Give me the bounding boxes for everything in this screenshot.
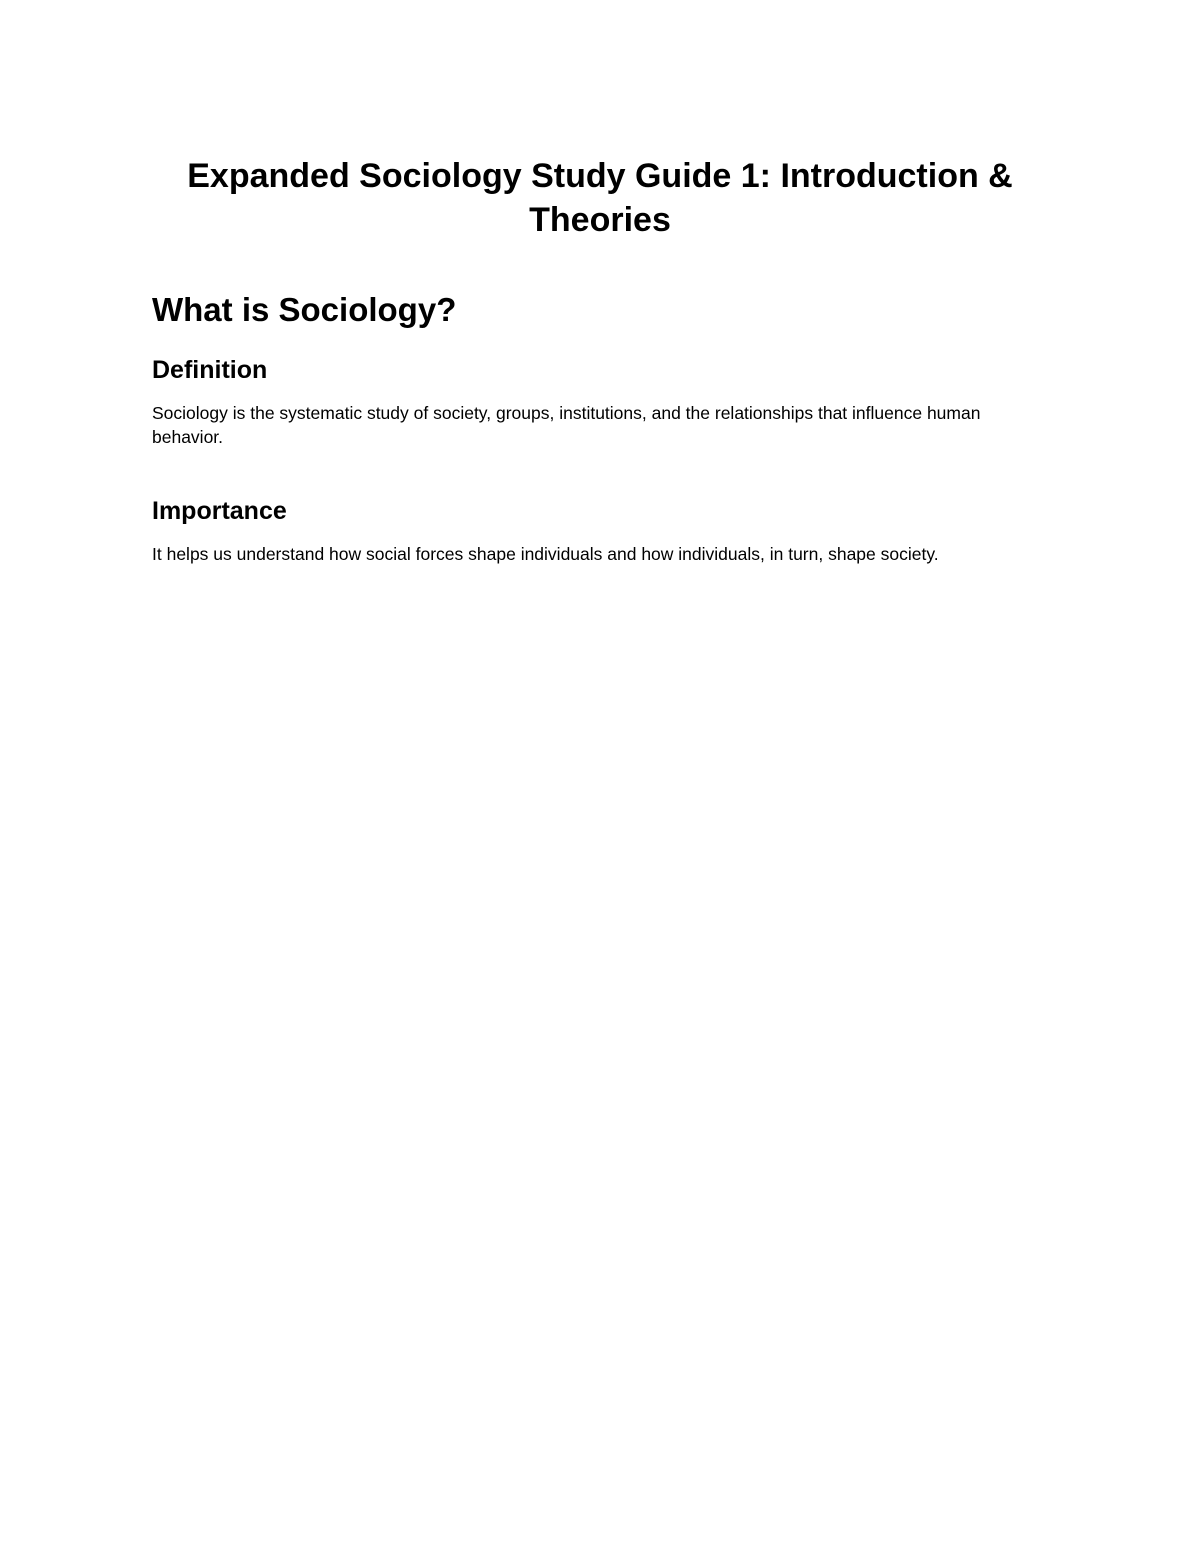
importance-paragraph: It helps us understand how social forces shape individuals and how individuals, in turn, shape society. (152, 544, 939, 564)
subsection-heading-definition: Definition (152, 356, 268, 384)
subsection-heading-importance: Importance (152, 497, 287, 525)
document-title: Expanded Sociology Study Guide 1: Introduction & Theories (187, 157, 1013, 239)
section-heading-what-is-sociology: What is Sociology? (152, 291, 457, 328)
definition-paragraph: Sociology is the systematic study of society, groups, institutions, and the relationships that influence human behavior. (152, 403, 981, 447)
